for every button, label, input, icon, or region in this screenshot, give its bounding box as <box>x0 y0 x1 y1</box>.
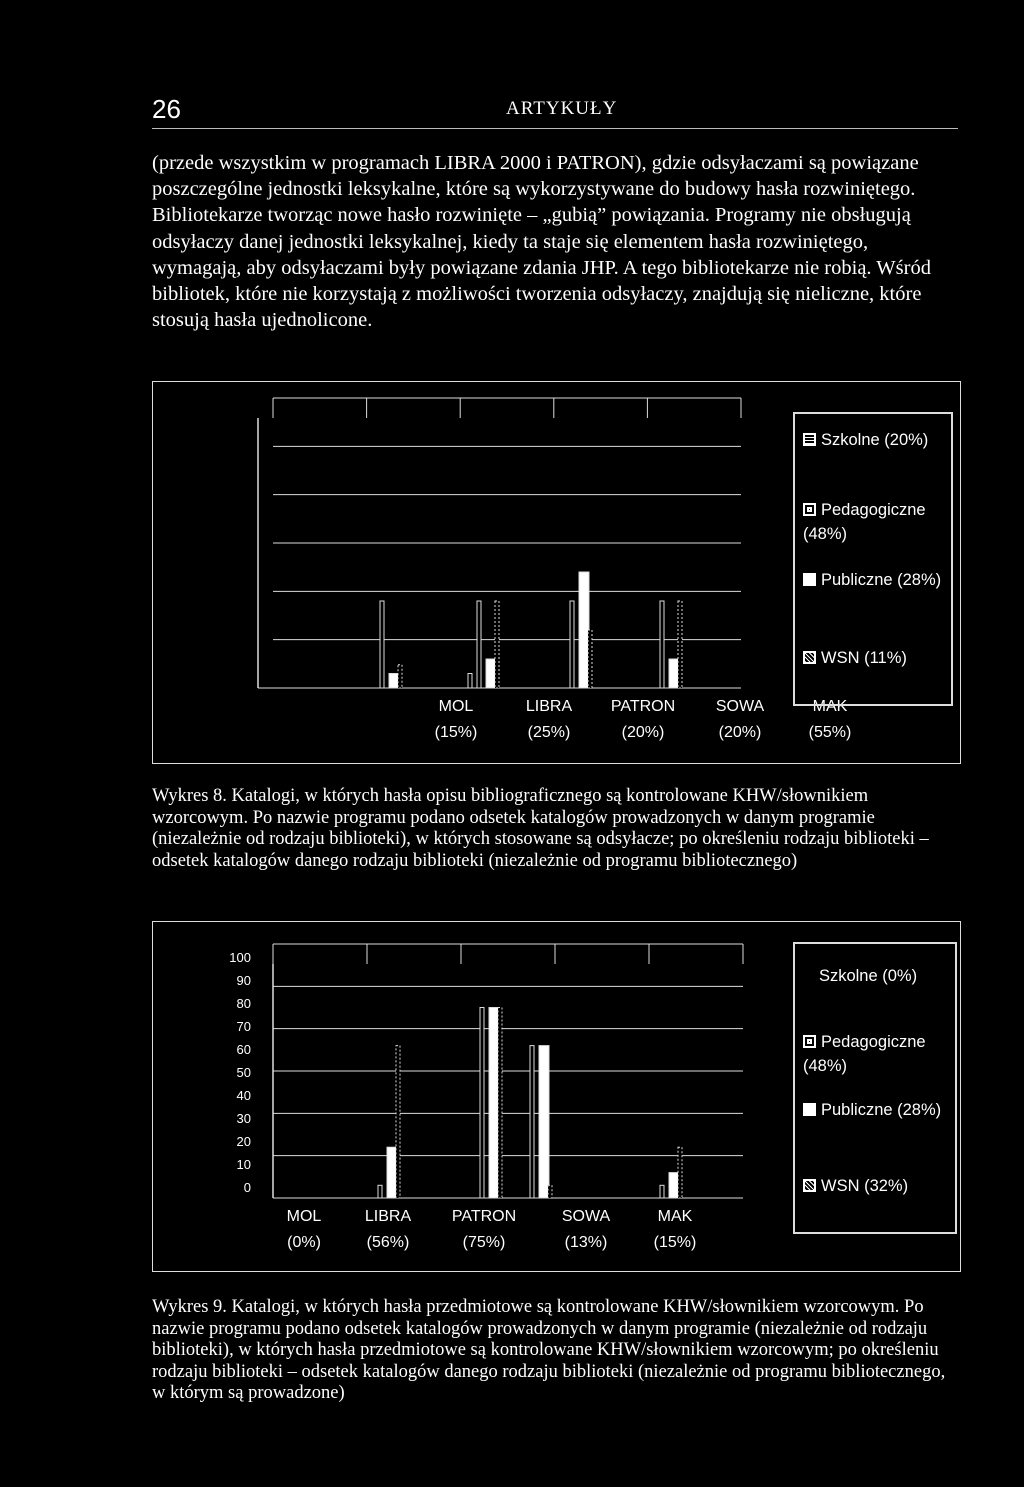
bar-mak-1 <box>660 601 664 688</box>
bar-mak-1 <box>660 1185 664 1198</box>
y-tick-label: 20 <box>236 1134 251 1149</box>
chart-9-category-label: SOWA (13%) <box>561 1208 611 1251</box>
chart-8-category-label: MAK (55%) <box>808 698 852 741</box>
y-tick-label: 60 <box>236 1042 251 1057</box>
legend-item-szkolne: Szkolne (20%) <box>803 428 949 452</box>
bar-mak-3 <box>678 601 682 688</box>
bar-libra-1 <box>380 601 384 688</box>
y-tick-label: 50 <box>236 1065 251 1080</box>
chart-8-category-label: PATRON (20%) <box>610 698 676 741</box>
chart-9-category-label: MAK (15%) <box>653 1208 697 1251</box>
bar-sowa-1 <box>570 601 574 688</box>
y-tick-label: 80 <box>236 996 251 1011</box>
y-tick-label: 10 <box>236 1157 251 1172</box>
chart-9-category-label: MOL (0%) <box>286 1208 322 1251</box>
chart-wykres-8 <box>152 381 961 764</box>
bar-sowa-1 <box>530 1046 534 1198</box>
caption-wykres-8: Wykres 8. Katalogi, w których hasła opisu bibliograficznego są kontrolowane KHW/słownikiem wzorcowym. Po nazwie programu podano odsetek katalogów prowadzonych w danym programie (niezależnie od rodzaju biblioteki), w których stosowane są odsyłacze; po określeniu rodzaju biblioteki – odsetek katalogów danego rodzaju biblioteki (niezależnie od programu bibliotecznego) <box>152 786 929 871</box>
chart-8-legend <box>793 412 953 706</box>
chart-8-category-label: LIBRA (25%) <box>525 698 573 741</box>
bar-mak-3 <box>678 1147 682 1198</box>
page-number: 26 <box>152 94 181 124</box>
chart-wykres-9 <box>152 921 961 1272</box>
bar-patron-0 <box>468 674 472 689</box>
wsn-swatch-icon <box>803 651 816 664</box>
bar-sowa-2 <box>539 1046 549 1198</box>
chart-8-category-label: SOWA (20%) <box>715 698 765 741</box>
y-tick-label: 100 <box>229 950 251 965</box>
y-tick-label: 40 <box>236 1088 251 1103</box>
bar-patron-1 <box>480 1008 484 1199</box>
y-tick-label: 90 <box>236 973 251 988</box>
legend-item-wsn: WSN (11%) <box>803 646 949 670</box>
y-tick-label: 0 <box>243 1180 251 1195</box>
header-rule <box>152 128 958 129</box>
caption-wykres-9: Wykres 9. Katalogi, w których hasła przedmiotowe są kontrolowane KHW/słownikiem wzorcowym. Po nazwie programu podano odsetek katalogów prowadzonych w danym programie (niezależnie od rodzaju biblioteki), w których hasła przedmiotowe są kontrolowane KHW/słownikiem wzorcowym; po określeniu rodzaju biblioteki – odsetek katalogów danego rodzaju biblioteki (niezależnie od programu bibliotecznego, w którym są prowadzone) <box>152 1297 946 1403</box>
body-paragraph: (przede wszystkim w programach LIBRA 2000 i PATRON), gdzie odsyłaczami są powiązane poszczególne jednostki leksykalne, które są wykorzystywane do budowy hasła rozwiniętego. Bibliotekarze tworząc nowe hasło rozwinięte – „gubią” powiązania. Programy nie obsługują odsyłaczy danej jednostki leksykalnej, kiedy ta staje się elementem hasła rozwiniętego, wymagają, aby odsyłaczami były powiązane zdania JHP. A tego bibliotekarze nie robią. Wśród bibliotek, które nie korzystają z możliwości tworzenia odsyłaczy, znajdują się nieliczne, które stosują hasła ujednolicone. <box>152 152 931 332</box>
bar-patron-1 <box>477 601 481 688</box>
chart-9-category-label: PATRON (75%) <box>451 1208 517 1251</box>
legend-item-publiczne: Publiczne (28%) <box>803 1098 949 1122</box>
bar-sowa-3 <box>588 630 592 688</box>
bar-patron-3 <box>495 601 499 688</box>
legend-item-pedagogiczne: Pedagogiczne (48%) <box>803 501 926 543</box>
bar-libra-1 <box>378 1185 382 1198</box>
chart-8-category-label: MOL (15%) <box>434 698 478 741</box>
chart-9-category-label: LIBRA (56%) <box>364 1208 412 1251</box>
y-tick-label: 30 <box>236 1111 251 1126</box>
bar-sowa-3 <box>548 1185 552 1198</box>
pedagogiczne-swatch-icon <box>803 503 816 516</box>
bar-libra-3 <box>398 665 402 688</box>
y-tick-label: 70 <box>236 1019 251 1034</box>
chart-9-legend <box>793 942 957 1234</box>
legend-item-wsn: WSN (32%) <box>803 1174 949 1198</box>
legend-item-szkolne: Szkolne (0%) <box>818 967 918 985</box>
szkolne-swatch-icon <box>803 433 816 446</box>
publiczne-swatch-icon <box>803 1103 816 1116</box>
section-title: ARTYKUŁY <box>506 98 618 119</box>
legend-item-pedagogiczne: Pedagogiczne (48%) <box>803 1033 926 1075</box>
page-header <box>152 92 958 128</box>
pedagogiczne-swatch-icon <box>803 1035 816 1048</box>
bar-libra-3 <box>396 1046 400 1198</box>
legend-item-publiczne: Publiczne (28%) <box>803 568 949 592</box>
wsn-swatch-icon <box>803 1179 816 1192</box>
bar-sowa-2 <box>579 572 589 688</box>
publiczne-swatch-icon <box>803 573 816 586</box>
bar-patron-3 <box>498 1008 502 1199</box>
